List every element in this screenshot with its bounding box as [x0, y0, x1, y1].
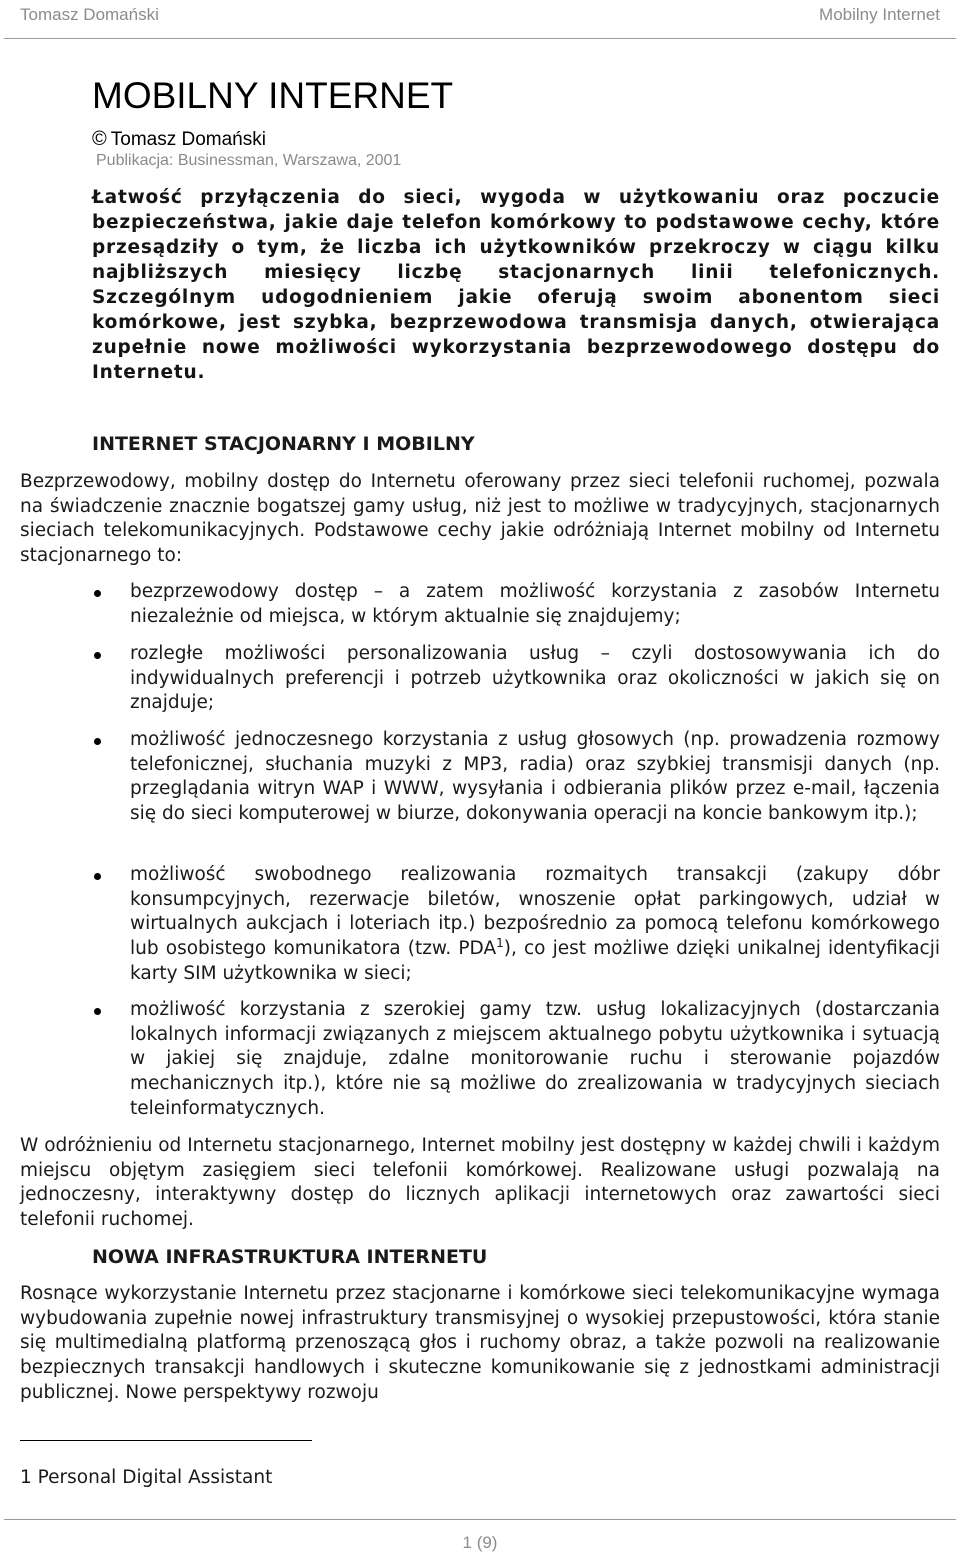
- list-item-text: możliwość korzystania z szerokiej gamy tzw. usług lokalizacyjnych (dostarczania lokalnych informacji związanych z miejscem aktualnego pobytu użytkownika i sytuacją w jakiej się znajduje, zdalne monitorowanie ruchu i sterowanie pojazdów mechanicznych itp.), które nie są możliwe do zrealizowania w tradycyjnych sieciach teleinformatycznych.: [130, 999, 940, 1119]
- header-author: Tomasz Domański: [20, 5, 159, 24]
- list-item-text-tail: ), co jest możliwe dzięki unikalnej identyfikacji karty SIM użytkownika w sieci;: [130, 938, 941, 984]
- footnote-reference: 1: [496, 936, 504, 951]
- section-heading-stationary-mobile: INTERNET STACJONARNY I MOBILNY: [92, 433, 475, 455]
- bullet-icon: [94, 1008, 101, 1015]
- bullet-icon: [94, 873, 101, 880]
- author-line: [92, 127, 266, 152]
- footnote-text: Personal Digital Assistant: [37, 1467, 273, 1488]
- footnote-rule: [20, 1440, 312, 1441]
- bullet-icon: [94, 590, 101, 597]
- page-number: 1 (9): [462, 1533, 498, 1552]
- list-item: [130, 642, 940, 716]
- list-item-text: możliwość jednoczesnego korzystania z usług głosowych (np. prowadzenia rozmowy telefonicznej, słuchania muzyki z MP3, radia) oraz szybkiej transmisji danych (np. przeglądania witryn WAP i WWW, wysyłania i odbierania plików przez e-mail, łączenia się do sieci komputerowej w biurze, dokonywania operacji na koncie bankowym itp.);: [130, 729, 940, 825]
- list-item: [130, 863, 940, 987]
- header-title: Mobilny Internet: [819, 5, 940, 24]
- list-item: [130, 580, 940, 629]
- document-title: MOBILNY INTERNET: [92, 75, 454, 116]
- list-item-text: bezprzewodowy dostęp – a zatem możliwość korzystania z zasobów Internetu niezależnie od miejsca, w którym aktualnie się znajdujemy;: [130, 581, 940, 627]
- page-header: [0, 0, 960, 39]
- intro-paragraph: Łatwość przyłączenia do sieci, wygoda w użytkowaniu oraz poczucie bezpieczeństwa, jakie daje telefon komórkowy to podstawowe cechy, które przesądziły o tym, że liczba ich użytkowników przekroczy w ciągu kilku najbliższych miesięcy liczbę stacjonarnych linii telefonicznych. Szczególnym udogodnieniem jakie oferują swoim abonentom sieci komórkowe, jest szybka, bezprzewodowa transmisja danych, otwierająca zupełnie nowe możliwości wykorzystania bezprzewodowego dostępu do Internetu.: [92, 187, 940, 383]
- list-item: [130, 998, 940, 1122]
- bullet-icon: [94, 652, 101, 659]
- section1-closing-paragraph: W odróżnieniu od Internetu stacjonarnego, Internet mobilny jest dostępny w każdej chwili i każdym miejscu objętym zasięgiem sieci telefonii komórkowej. Realizowane usługi pozwalają na jednoczesny, interaktywny dostęp do licznych aplikacji internetowych oraz zawartości sieci telefonii ruchomej.: [20, 1135, 940, 1231]
- footer-rule: [4, 1519, 956, 1520]
- section2-paragraph: Rosnące wykorzystanie Internetu przez stacjonarne i komórkowe sieci telekomunikacyjne wymaga wybudowania zupełnie nowej infrastruktury transmisyjnej o wysokiej przepustowości, która stanie się multimedialną platformą przenoszącą głos i ruchomy obraz, a także pozwoli na realizowanie bezpiecznych transakcji handlowych i skuteczne komunikowanie się z jednostkami administracji publicznej. Nowe perspektywy rozwoju: [20, 1283, 940, 1403]
- copyright-icon: ©: [92, 128, 107, 150]
- publication-info: Publikacja: Businessman, Warszawa, 2001: [96, 152, 402, 169]
- header-rule: [4, 38, 956, 39]
- bullet-icon: [94, 738, 101, 745]
- section-heading-infrastructure: NOWA INFRASTRUKTURA INTERNETU: [92, 1246, 488, 1268]
- footnote-number: 1: [20, 1467, 32, 1488]
- author-name: Tomasz Domański: [110, 129, 266, 150]
- footnote: [20, 1466, 272, 1490]
- list-item: [130, 728, 940, 827]
- list-item-text: możliwość swobodnego realizowania rozmaitych transakcji (zakupy dóbr konsumpcyjnych, rezerwacje biletów, wnoszenie opłat parkingowych, udział w wirtualnych aukcjach i loteriach itp.) bezpośrednio za pomocą telefonu komórkowego lub osobistego komunikatora (tzw. PDA: [130, 864, 940, 960]
- section1-paragraph: Bezprzewodowy, mobilny dostęp do Internetu oferowany przez sieci telefonii ruchomej, pozwala na świadczenie znacznie bogatszej gamy usług, niż jest to możliwe w tradycyjnych, stacjonarnych sieciach telekomunikacyjnych. Podstawowe cechy jakie odróżniają Internet mobilny od Internetu stacjonarnego to:: [20, 471, 940, 567]
- list-item-text: rozległe możliwości personalizowania usług – czyli dostosowywania ich do indywidualnych preferencji i potrzeb użytkownika oraz okoliczności w jakich się on znajduje;: [130, 643, 940, 714]
